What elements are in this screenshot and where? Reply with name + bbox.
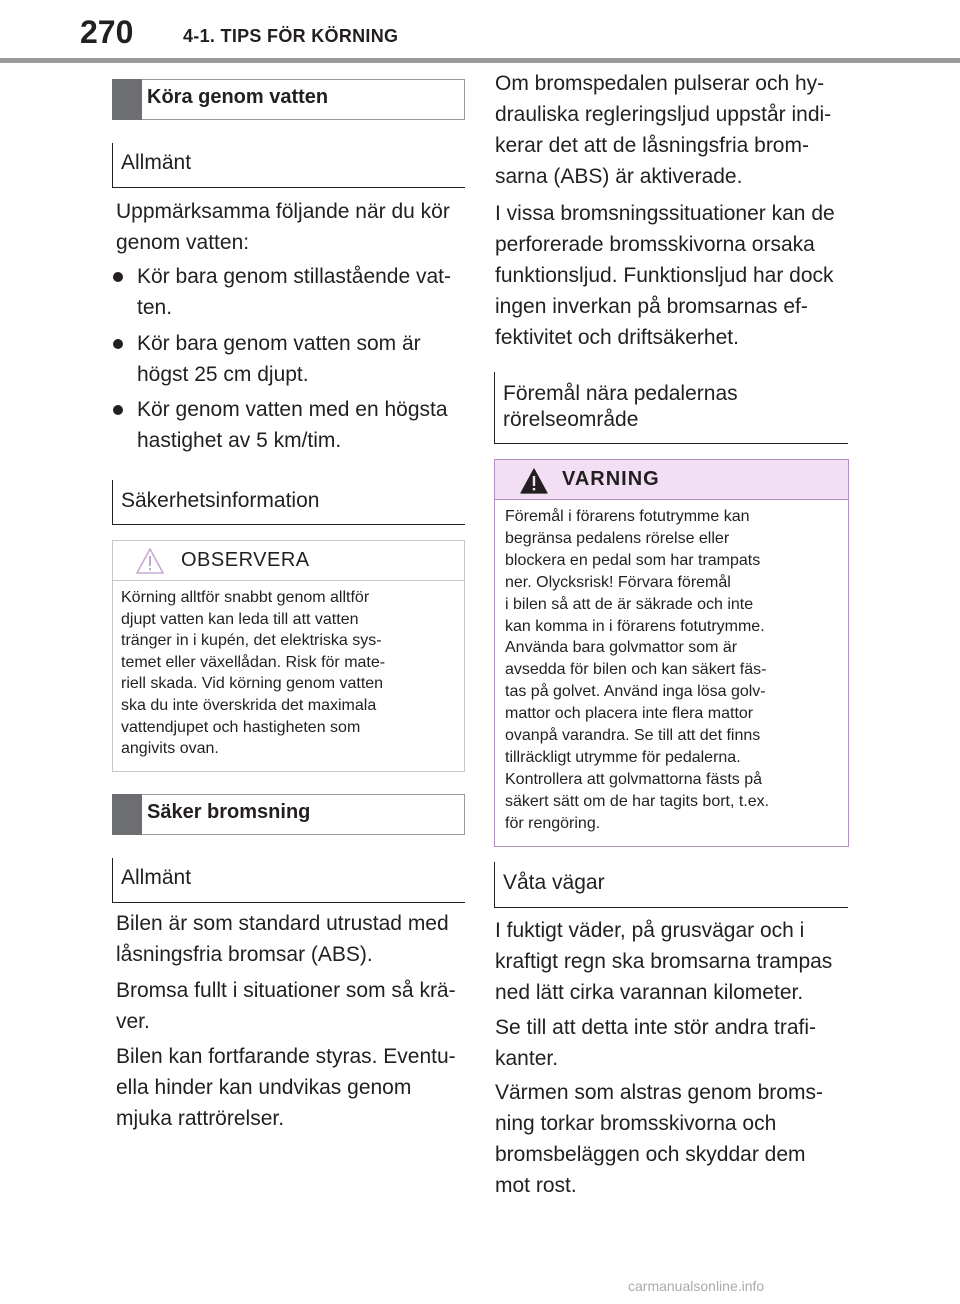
subheading-label: Våta vägar <box>503 871 605 894</box>
subheading-general-braking <box>112 858 465 903</box>
text-line: ella hinder kan undvikas genom <box>116 1076 412 1099</box>
paragraph <box>495 198 849 353</box>
text-line: Använda bara golvmattor som är <box>505 639 738 657</box>
warning-body <box>495 500 848 843</box>
section-heading-label: Köra genom vatten <box>147 86 329 108</box>
page-number: 270 <box>80 14 134 50</box>
paragraph <box>116 975 466 1037</box>
text-line: ska du inte överskrida det maximala <box>121 696 377 714</box>
text-line: Kör genom vatten med en högsta <box>137 398 448 421</box>
subheading-label: rörelseområde <box>503 408 639 431</box>
text-line: kanter. <box>495 1047 559 1070</box>
text-line: mot rost. <box>495 1174 577 1197</box>
text-line: sarna (ABS) är aktiverade. <box>495 165 743 188</box>
text-line: fektivitet och driftsäkerhet. <box>495 326 739 349</box>
text-line: ning torkar bromsskivorna och <box>495 1112 777 1135</box>
bullet-item <box>113 328 465 390</box>
heading-bar <box>112 79 142 120</box>
bullet-dot-icon <box>113 272 123 282</box>
text-line: säkert sätt om de har tagits bort, t.ex. <box>505 792 770 810</box>
warning-box-varning <box>494 459 849 847</box>
text-line: funktionsljud. Funktionsljud har dock <box>495 264 834 287</box>
watermark: carmanualsonline.info <box>628 1278 765 1294</box>
paragraph <box>495 1077 849 1201</box>
text-line: ver. <box>116 1010 150 1033</box>
header-rule <box>0 58 960 63</box>
notice-title: OBSERVERA <box>181 549 310 571</box>
text-line: tränger in i kupén, det elektriska sys- <box>121 632 382 650</box>
subheading-safety-info <box>112 480 465 525</box>
text-line: Körning alltför snabbt genom alltför <box>121 589 370 606</box>
text-line: kerar det att de låsningsfria brom- <box>495 134 809 157</box>
bullet-dot-icon <box>113 339 123 349</box>
chapter-title: 4-1. TIPS FÖR KÖRNING <box>183 26 399 46</box>
text-line: mattor och placera inte flera mattor <box>505 705 754 723</box>
bullet-dot-icon <box>113 405 123 415</box>
subheading-label: Allmänt <box>121 866 192 889</box>
text-line: tas på golvet. Använd inga lösa golv- <box>505 683 766 701</box>
text-line: bromsbeläggen och skyddar dem <box>495 1143 806 1166</box>
subheading-wet-roads <box>494 862 848 908</box>
text-line: kraftigt regn ska bromsarna trampas <box>495 950 833 973</box>
text-line: ingen inverkan på bromsarnas ef- <box>495 295 808 318</box>
paragraph <box>495 915 849 1008</box>
text-line: djupt vatten kan leda till att vatten <box>121 610 359 628</box>
text-line: tillräckligt utrymme för pedalerna. <box>505 748 741 766</box>
text-line: Värmen som alstras genom broms- <box>495 1081 823 1104</box>
notice-box-observera <box>112 540 465 772</box>
heading-bar <box>112 794 142 835</box>
paragraph <box>495 1012 849 1074</box>
text-line: genom vatten: <box>116 231 250 254</box>
text-line: ner. Olycksrisk! Förvara föremål <box>505 573 731 591</box>
text-line: Om bromspedalen pulserar och hy- <box>495 72 825 95</box>
text-line: ovanpå varandra. Se till att det finns <box>505 727 761 745</box>
text-line: hastighet av 5 km/tim. <box>137 429 342 452</box>
text-line: blockera en pedal som har trampats <box>505 551 761 569</box>
text-line: Föremål i förarens fotutrymme kan <box>505 508 750 525</box>
text-line: temet eller växellådan. Risk för mate- <box>121 653 386 671</box>
text-line: Bromsa fullt i situationer som så krä- <box>116 979 456 1002</box>
text-line: ten. <box>137 296 173 319</box>
paragraph <box>116 1041 466 1134</box>
text-line: högst 25 cm djupt. <box>137 363 309 386</box>
paragraph <box>116 908 466 970</box>
warning-title: VARNING <box>562 468 660 490</box>
notice-body <box>113 581 464 768</box>
section-heading-label: Säker bromsning <box>147 801 311 823</box>
text-line: angivits ovan. <box>121 740 219 758</box>
text-line: drauliska regleringsljud uppstår indi- <box>495 103 832 126</box>
text-line: I vissa bromsningssituationer kan de <box>495 202 835 225</box>
text-line: mjuka rattrörelser. <box>116 1107 285 1130</box>
text-line: begränsa pedalens rörelse eller <box>505 529 730 547</box>
text-line: kan komma in i förarens fotutrymme. <box>505 617 765 635</box>
text-line: vattendjupet och hastigheten som <box>121 718 361 736</box>
text-line: Kör bara genom vatten som är <box>137 332 421 355</box>
subheading-pedal-objects <box>494 372 848 444</box>
text-line: perforerade bromsskivorna orsaka <box>495 233 815 256</box>
text-line: för rengöring. <box>505 814 601 832</box>
warning-header <box>495 460 848 500</box>
warning-triangle-icon <box>519 467 549 495</box>
text-line: avsedda för bilen och kan säkert fäs- <box>505 661 767 679</box>
text-line: Kontrollera att golvmattorna fästs på <box>505 770 763 788</box>
subheading-label: Säkerhetsinformation <box>121 489 320 512</box>
subheading-general-water <box>112 143 465 188</box>
bullet-item <box>113 394 465 456</box>
text-line: Uppmärksamma följande när du kör <box>116 200 450 223</box>
text-line: Bilen är som standard utrustad med <box>116 912 449 935</box>
text-line: Se till att detta inte stör andra trafi- <box>495 1016 816 1039</box>
section-heading-braking <box>112 794 465 835</box>
bullet-item <box>113 261 465 323</box>
text-line: låsningsfria bromsar (ABS). <box>116 943 373 966</box>
intro-paragraph <box>116 196 466 258</box>
subheading-label: Allmänt <box>121 151 192 174</box>
text-line: I fuktigt väder, på grusvägar och i <box>495 919 805 942</box>
text-line: i bilen så att de är säkrade och inte <box>505 595 754 613</box>
paragraph <box>495 68 849 192</box>
warning-triangle-icon <box>135 547 165 575</box>
subheading-label: Föremål nära pedalernas <box>503 382 738 405</box>
notice-header <box>113 541 464 581</box>
text-line: Bilen kan fortfarande styras. Eventu- <box>116 1045 456 1068</box>
text-line: riell skada. Vid körning genom vatten <box>121 675 384 693</box>
text-line: ned lätt cirka varannan kilometer. <box>495 981 804 1004</box>
text-line: Kör bara genom stillastående vat- <box>137 265 452 288</box>
section-heading-water <box>112 79 465 120</box>
